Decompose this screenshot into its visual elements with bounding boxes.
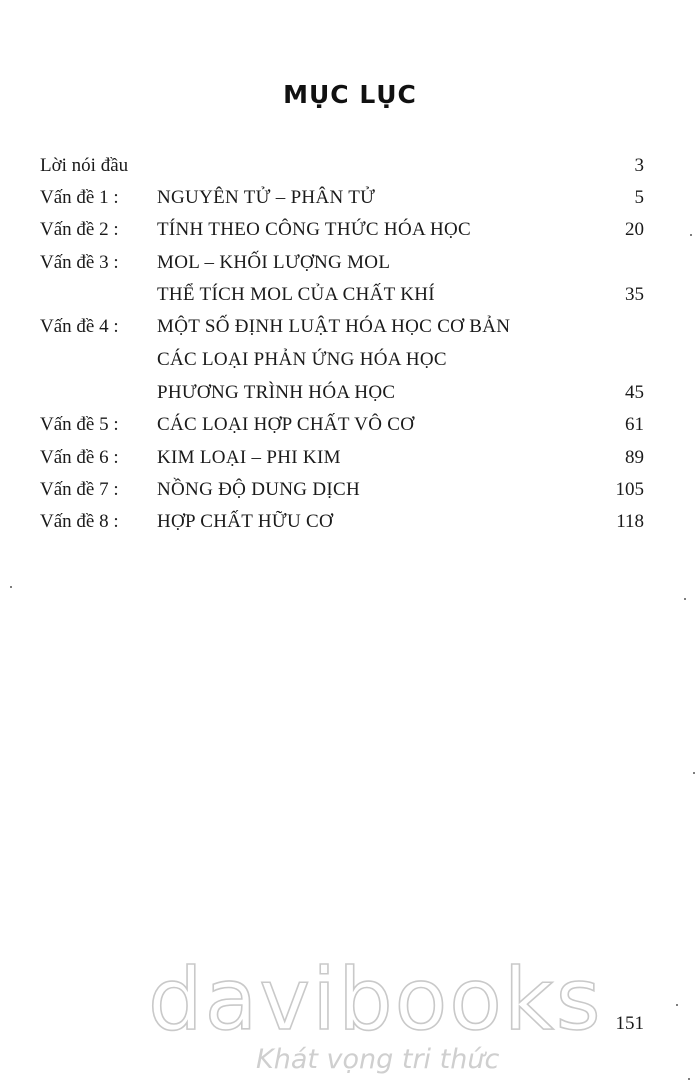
toc-row-label: Vấn đề 8 :	[40, 511, 119, 532]
toc-row-label: Lời nói đầu	[40, 155, 129, 176]
toc-row	[0, 474, 700, 506]
toc-row-title: MỘT SỐ ĐỊNH LUẬT HÓA HỌC CƠ BẢN	[157, 316, 511, 337]
page-title: MỤC LỤC	[283, 80, 417, 109]
toc-row-label: Vấn đề 2 :	[40, 219, 119, 240]
toc-row-page: 5	[634, 187, 644, 208]
scan-speck	[10, 586, 12, 588]
toc-row-title: NỒNG ĐỘ DUNG DỊCH	[157, 479, 361, 500]
toc-row-label: Vấn đề 1 :	[40, 187, 119, 208]
toc-row-title: TÍNH THEO CÔNG THỨC HÓA HỌC	[157, 219, 472, 240]
toc-row	[0, 409, 700, 441]
watermark-brand: davibooks	[148, 950, 603, 1050]
toc-row	[0, 214, 700, 246]
toc-row-page: 20	[625, 219, 644, 240]
toc-row	[0, 279, 700, 311]
scan-speck	[693, 772, 695, 774]
toc-row-label: Vấn đề 4 :	[40, 316, 119, 337]
scan-speck	[684, 598, 686, 600]
toc-row-title: CÁC LOẠI PHẢN ỨNG HÓA HỌC	[157, 349, 447, 370]
toc-row-page: 89	[625, 447, 644, 468]
toc-row	[0, 247, 700, 279]
toc-row-label: Vấn đề 5 :	[40, 414, 119, 435]
toc-row-page: 3	[634, 155, 644, 176]
watermark-slogan: Khát vọng tri thức	[256, 1044, 500, 1075]
toc-row	[0, 150, 700, 182]
toc-row-title: NGUYÊN TỬ – PHÂN TỬ	[157, 187, 376, 208]
toc-row-title: PHƯƠNG TRÌNH HÓA HỌC	[157, 382, 396, 403]
toc-row	[0, 377, 700, 409]
toc-row-label: Vấn đề 7 :	[40, 479, 119, 500]
toc-row-page: 45	[625, 382, 644, 403]
scan-speck	[690, 234, 692, 236]
toc-row-title: KIM LOẠI – PHI KIM	[157, 447, 341, 468]
toc-row-page: 35	[625, 284, 644, 305]
scan-speck	[688, 1078, 690, 1080]
page-number: 151	[615, 1013, 644, 1034]
toc-row-title: HỢP CHẤT HỮU CƠ	[157, 511, 334, 532]
toc-row	[0, 344, 700, 376]
toc-row	[0, 182, 700, 214]
toc-row-label: Vấn đề 6 :	[40, 447, 119, 468]
toc-row-label: Vấn đề 3 :	[40, 252, 119, 273]
toc-row-page: 118	[616, 511, 644, 532]
scan-speck	[676, 1004, 678, 1006]
toc-row-title: THỂ TÍCH MOL CỦA CHẤT KHÍ	[157, 284, 435, 305]
toc-row-title: CÁC LOẠI HỢP CHẤT VÔ CƠ	[157, 414, 415, 435]
toc-row	[0, 442, 700, 474]
toc-row-page: 105	[615, 479, 644, 500]
publisher-watermark	[148, 950, 603, 1080]
toc-row	[0, 311, 700, 343]
toc-row-page: 61	[625, 414, 644, 435]
toc-row-title: MOL – KHỐI LƯỢNG MOL	[157, 252, 391, 273]
toc-row	[0, 506, 700, 538]
